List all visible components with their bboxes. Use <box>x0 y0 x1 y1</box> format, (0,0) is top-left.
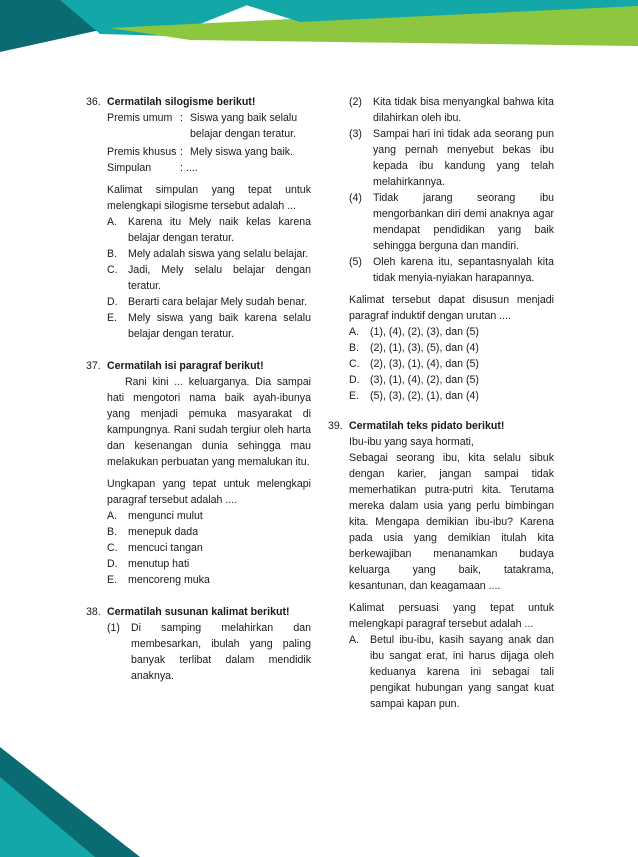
left-column <box>86 94 311 686</box>
option-d[interactable] <box>349 372 554 388</box>
option-text: mencoreng muka <box>128 574 210 586</box>
option-text: Mely siswa yang baik karena selalu belajar dengan teratur. <box>128 312 311 340</box>
sentence-3 <box>349 126 554 190</box>
simpulan-value: : .... <box>180 162 198 174</box>
sentence-number: (5) <box>349 256 362 268</box>
option-letter: A. <box>107 510 118 522</box>
option-letter: E. <box>107 574 118 586</box>
question-prompt: Kalimat persuasi yang tepat untuk melengkapi paragraf tersebut adalah ... <box>349 602 554 630</box>
sentence-text: Oleh karena itu, sepantasnyalah kita tidak menyia-nyiakan harapannya. <box>373 256 554 284</box>
option-letter: B. <box>107 248 118 260</box>
sentence-number: (4) <box>349 192 362 204</box>
option-b[interactable] <box>107 246 311 262</box>
option-a[interactable] <box>107 214 311 246</box>
question-title: Cermatilah susunan kalimat berikut! <box>107 606 290 618</box>
option-a[interactable] <box>349 324 554 340</box>
question-paragraph: Rani kini ... keluarganya. Dia sampai hati mengotori nama baik ayah-ibunya yang menjadi pemuka masyarakat di kampungnya. Rani sudah tergiur oleh harta dan kesenangan dunia sehingga mau melakukan perbuatan yang memalukan itu. <box>107 376 311 468</box>
option-text: (2), (3), (1), (4), dan (5) <box>370 358 479 370</box>
question-number: 38. <box>86 606 101 618</box>
sentence-text: Tidak jarang seorang ibu mengorbankan diri demi anaknya agar mendapat pendidikan yang baik sehingga berguna dan mandiri. <box>373 192 554 252</box>
sentence-number: (1) <box>107 622 120 634</box>
question-38 <box>86 604 311 684</box>
speech-paragraph: Sebagai seorang ibu, kita selalu sibuk dengan karier, jangan sampai tidak memerhatikan putra-putri kita. Terutama mereka dalam usia yang perlu bimbingan kita. Mengapa demikian ibu-ibu? Karena pada usia yang demikian itulah kita berkewajiban menanamkan budaya keluarga yang baik, tatakrama, kesantunan, dan keagamaan .... <box>349 452 554 592</box>
colon: : <box>180 112 183 124</box>
premis-umum-label: Premis umum <box>107 112 173 124</box>
option-letter: C. <box>349 358 360 370</box>
option-letter: D. <box>107 296 118 308</box>
question-39 <box>328 418 554 712</box>
premis-khusus-label: Premis khusus <box>107 146 177 158</box>
question-number: 37. <box>86 360 101 372</box>
option-text: mencuci tangan <box>128 542 203 554</box>
option-text: (3), (1), (4), (2), dan (5) <box>370 374 479 386</box>
question-title: Cermatilah teks pidato berikut! <box>349 420 505 432</box>
option-text: Berarti cara belajar Mely sudah benar. <box>128 296 308 308</box>
option-text: (1), (4), (2), (3), dan (5) <box>370 326 479 338</box>
sentence-text: Di samping melahirkan dan membesarkan, ibulah yang paling banyak terlibat dalam mendidik anaknya. <box>131 622 311 682</box>
option-text: Betul ibu-ibu, kasih sayang anak dan ibu sangat erat, ini harus dijaga oleh keduanya karena ini sebagai tali pengikat hubungan yang sangat kuat sampai kapan pun. <box>370 634 554 710</box>
sentence-1 <box>107 620 311 684</box>
premis-umum-value: Siswa yang baik selalu belajar dengan teratur. <box>190 112 298 140</box>
option-letter: A. <box>107 216 118 228</box>
option-text: menepuk dada <box>128 526 199 538</box>
option-letter: D. <box>349 374 360 386</box>
premis-khusus <box>107 144 311 160</box>
sentence-5 <box>349 254 554 286</box>
option-letter: B. <box>349 342 360 354</box>
option-text: Mely adalah siswa yang selalu belajar. <box>128 248 309 260</box>
sentence-text: Kita tidak bisa menyangkal bahwa kita dilahirkan oleh ibu. <box>373 96 554 124</box>
question-36 <box>86 94 311 342</box>
sentence-2 <box>349 94 554 126</box>
premis-khusus-value: Mely siswa yang baik. <box>190 146 294 158</box>
question-38-continued <box>328 94 554 404</box>
option-text: (2), (1), (3), (5), dan (4) <box>370 342 479 354</box>
option-b[interactable] <box>349 340 554 356</box>
option-letter: E. <box>349 390 360 402</box>
footer-decoration <box>0 747 140 857</box>
option-c[interactable] <box>107 540 311 556</box>
option-letter: C. <box>107 542 118 554</box>
colon: : <box>180 146 183 158</box>
question-number: 39. <box>328 420 343 432</box>
simpulan <box>107 160 311 176</box>
header-decoration <box>0 0 638 52</box>
question-number: 36. <box>86 96 101 108</box>
speech-greeting: Ibu-ibu yang saya hormati, <box>349 436 474 448</box>
question-title: Cermatilah isi paragraf berikut! <box>107 360 264 372</box>
option-e[interactable] <box>107 310 311 342</box>
option-e[interactable] <box>107 572 311 588</box>
sentence-4 <box>349 190 554 254</box>
option-d[interactable] <box>107 556 311 572</box>
question-prompt: Kalimat tersebut dapat disusun menjadi paragraf induktif dengan urutan .... <box>349 294 554 322</box>
option-text: (5), (3), (2), (1), dan (4) <box>370 390 479 402</box>
option-letter: A. <box>349 634 360 646</box>
question-prompt: Kalimat simpulan yang tepat untuk melengkapi silogisme tersebut adalah ... <box>107 184 311 212</box>
option-letter: E. <box>107 312 118 324</box>
option-a[interactable] <box>107 508 311 524</box>
option-c[interactable] <box>107 262 311 294</box>
option-c[interactable] <box>349 356 554 372</box>
option-letter: D. <box>107 558 118 570</box>
option-text: menutup hati <box>128 558 190 570</box>
question-title: Cermatilah silogisme berikut! <box>107 96 256 108</box>
right-column <box>328 94 554 714</box>
premis-umum <box>107 110 311 142</box>
simpulan-label: Simpulan <box>107 162 152 174</box>
option-e[interactable] <box>349 388 554 404</box>
option-letter: B. <box>107 526 118 538</box>
sentence-text: Sampai hari ini tidak ada seorang pun yang pernah menyebut bekas ibu kepada ibu kandung yang telah melahirkannya. <box>373 128 554 188</box>
option-d[interactable] <box>107 294 311 310</box>
option-b[interactable] <box>107 524 311 540</box>
option-text: mengunci mulut <box>128 510 203 522</box>
question-prompt: Ungkapan yang tepat untuk melengkapi paragraf tersebut adalah .... <box>107 478 311 506</box>
question-37 <box>86 358 311 588</box>
option-text: Jadi, Mely selalu belajar dengan teratur. <box>128 264 311 292</box>
option-letter: C. <box>107 264 118 276</box>
option-a[interactable] <box>349 632 554 712</box>
sentence-number: (2) <box>349 96 362 108</box>
option-text: Karena itu Mely naik kelas karena belajar dengan teratur. <box>128 216 311 244</box>
sentence-number: (3) <box>349 128 362 140</box>
option-letter: A. <box>349 326 360 338</box>
